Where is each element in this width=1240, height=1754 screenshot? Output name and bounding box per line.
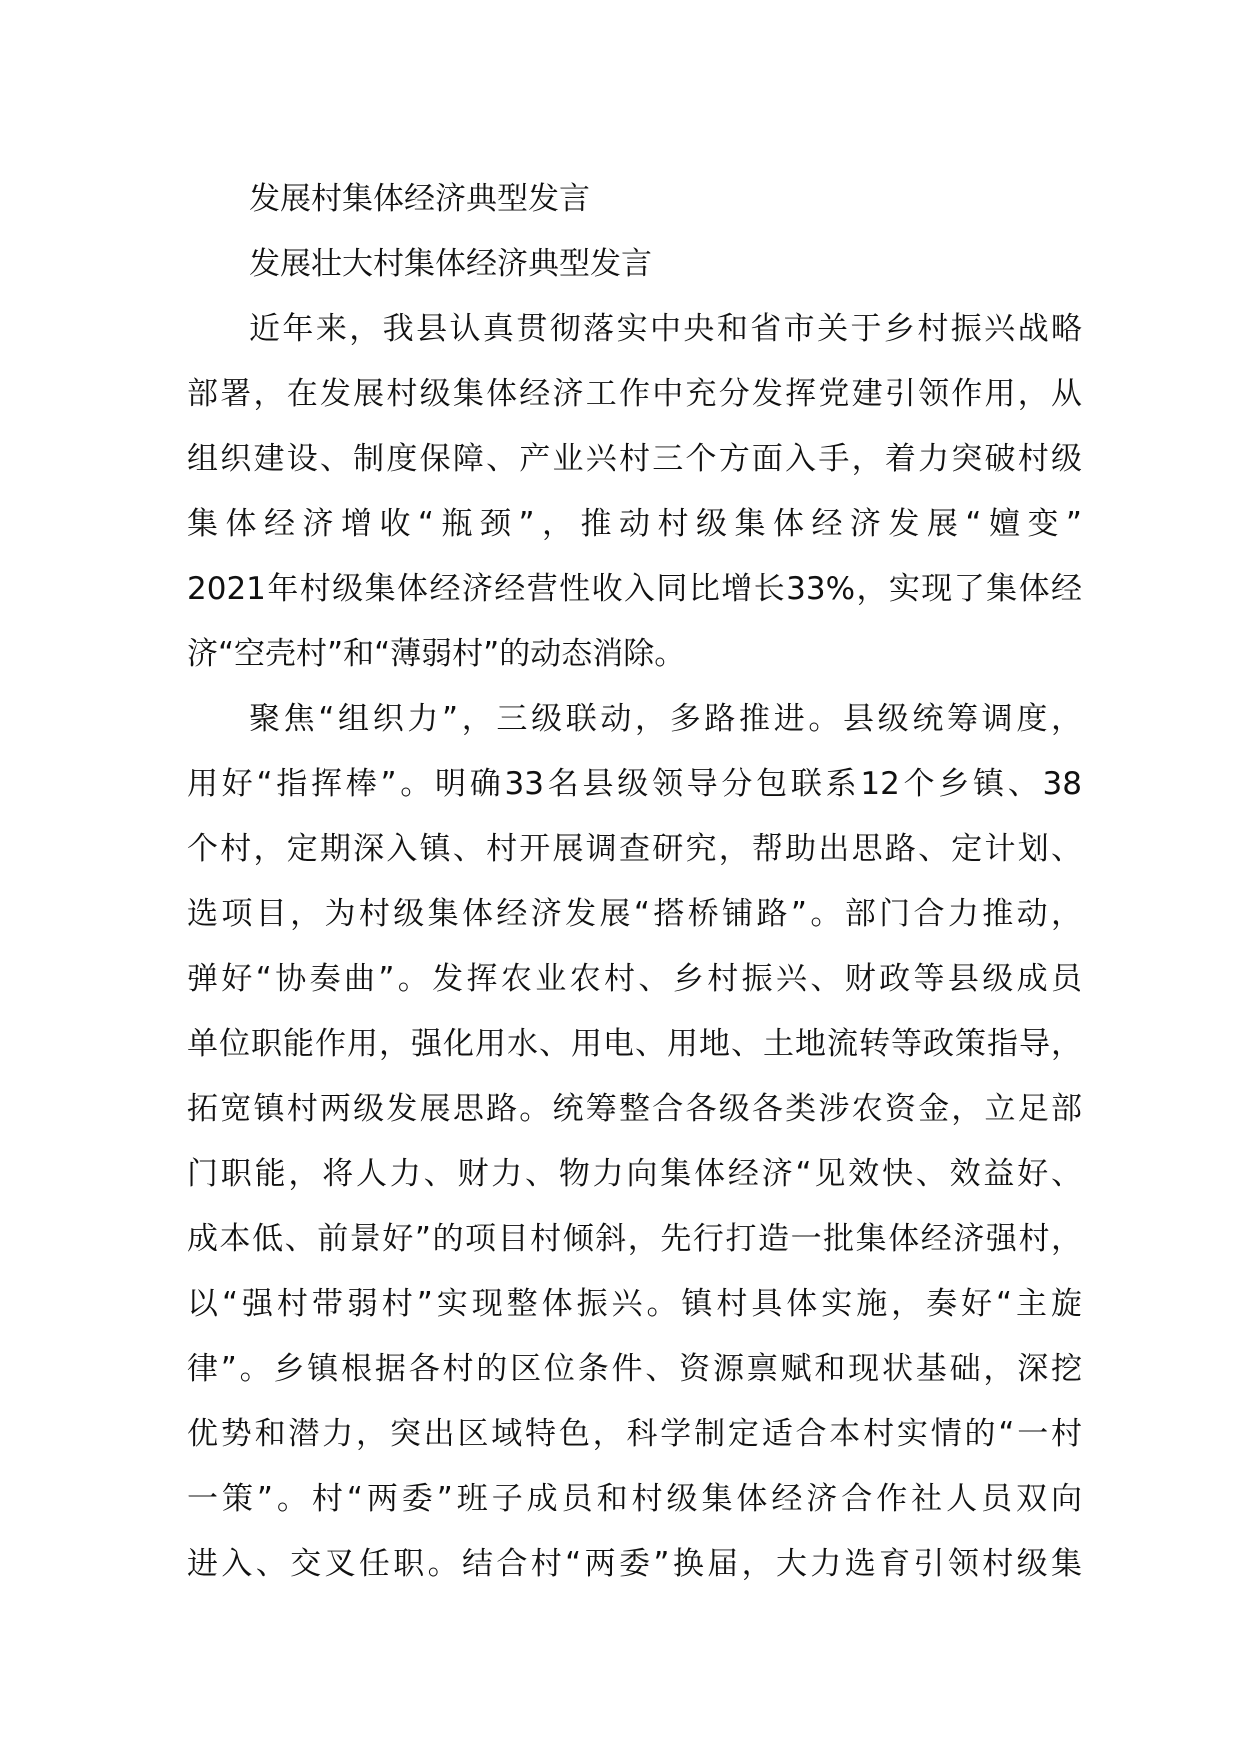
paragraph-line: 成本低、前景好”的项目村倾斜，先行打造一批集体经济强村，	[187, 1221, 1082, 1257]
paragraph-line: 集体经济增收“瓶颈”，推动村级集体经济发展“嬗变”	[187, 506, 1082, 542]
paragraph-organization	[187, 687, 1082, 1597]
paragraph-line: 进入、交叉任职。结合村“两委”换届，大力选育引领村级集	[187, 1546, 1082, 1582]
paragraph-line: 部署，在发展村级集体经济工作中充分发挥党建引领作用，从	[187, 376, 1082, 412]
paragraph-line: 拓宽镇村两级发展思路。统筹整合各级各类涉农资金，立足部	[187, 1091, 1082, 1127]
document-subtitle: 发展壮大村集体经济典型发言	[249, 246, 652, 282]
paragraph-line: 用好“指挥棒”。明确33名县级领导分包联系12个乡镇、38	[187, 766, 1082, 802]
paragraph-line: 门职能，将人力、财力、物力向集体经济“见效快、效益好、	[187, 1156, 1082, 1192]
paragraph-line: 个村，定期深入镇、村开展调查研究，帮助出思路、定计划、	[187, 831, 1082, 867]
paragraph-line: 以“强村带弱村”实现整体振兴。镇村具体实施，奏好“主旋	[187, 1286, 1082, 1322]
paragraph-line: 优势和潜力，突出区域特色，科学制定适合本村实情的“一村	[187, 1416, 1082, 1452]
paragraph-line: 2021年村级集体经济经营性收入同比增长33%，实现了集体经	[187, 571, 1082, 607]
paragraph-line: 组织建设、制度保障、产业兴村三个方面入手，着力突破村级	[187, 441, 1082, 477]
document-title: 发展村集体经济典型发言	[249, 181, 590, 217]
paragraph-line: 一策”。村“两委”班子成员和村级集体经济合作社人员双向	[187, 1481, 1082, 1517]
paragraph-line: 济“空壳村”和“薄弱村”的动态消除。	[187, 636, 686, 672]
document-body	[187, 167, 1082, 1597]
paragraph-line: 选项目，为村级集体经济发展“搭桥铺路”。部门合力推动，	[187, 896, 1082, 932]
paragraph-line: 聚焦“组织力”，三级联动，多路推进。县级统筹调度，	[249, 701, 1082, 737]
paragraph-line: 单位职能作用，强化用水、用电、用地、土地流转等政策指导，	[187, 1026, 1082, 1062]
paragraph-intro	[187, 297, 1082, 687]
paragraph-line: 弹好“协奏曲”。发挥农业农村、乡村振兴、财政等县级成员	[187, 961, 1082, 997]
paragraph-line: 近年来，我县认真贯彻落实中央和省市关于乡村振兴战略	[249, 311, 1082, 347]
paragraph-line: 律”。乡镇根据各村的区位条件、资源禀赋和现状基础，深挖	[187, 1351, 1082, 1387]
